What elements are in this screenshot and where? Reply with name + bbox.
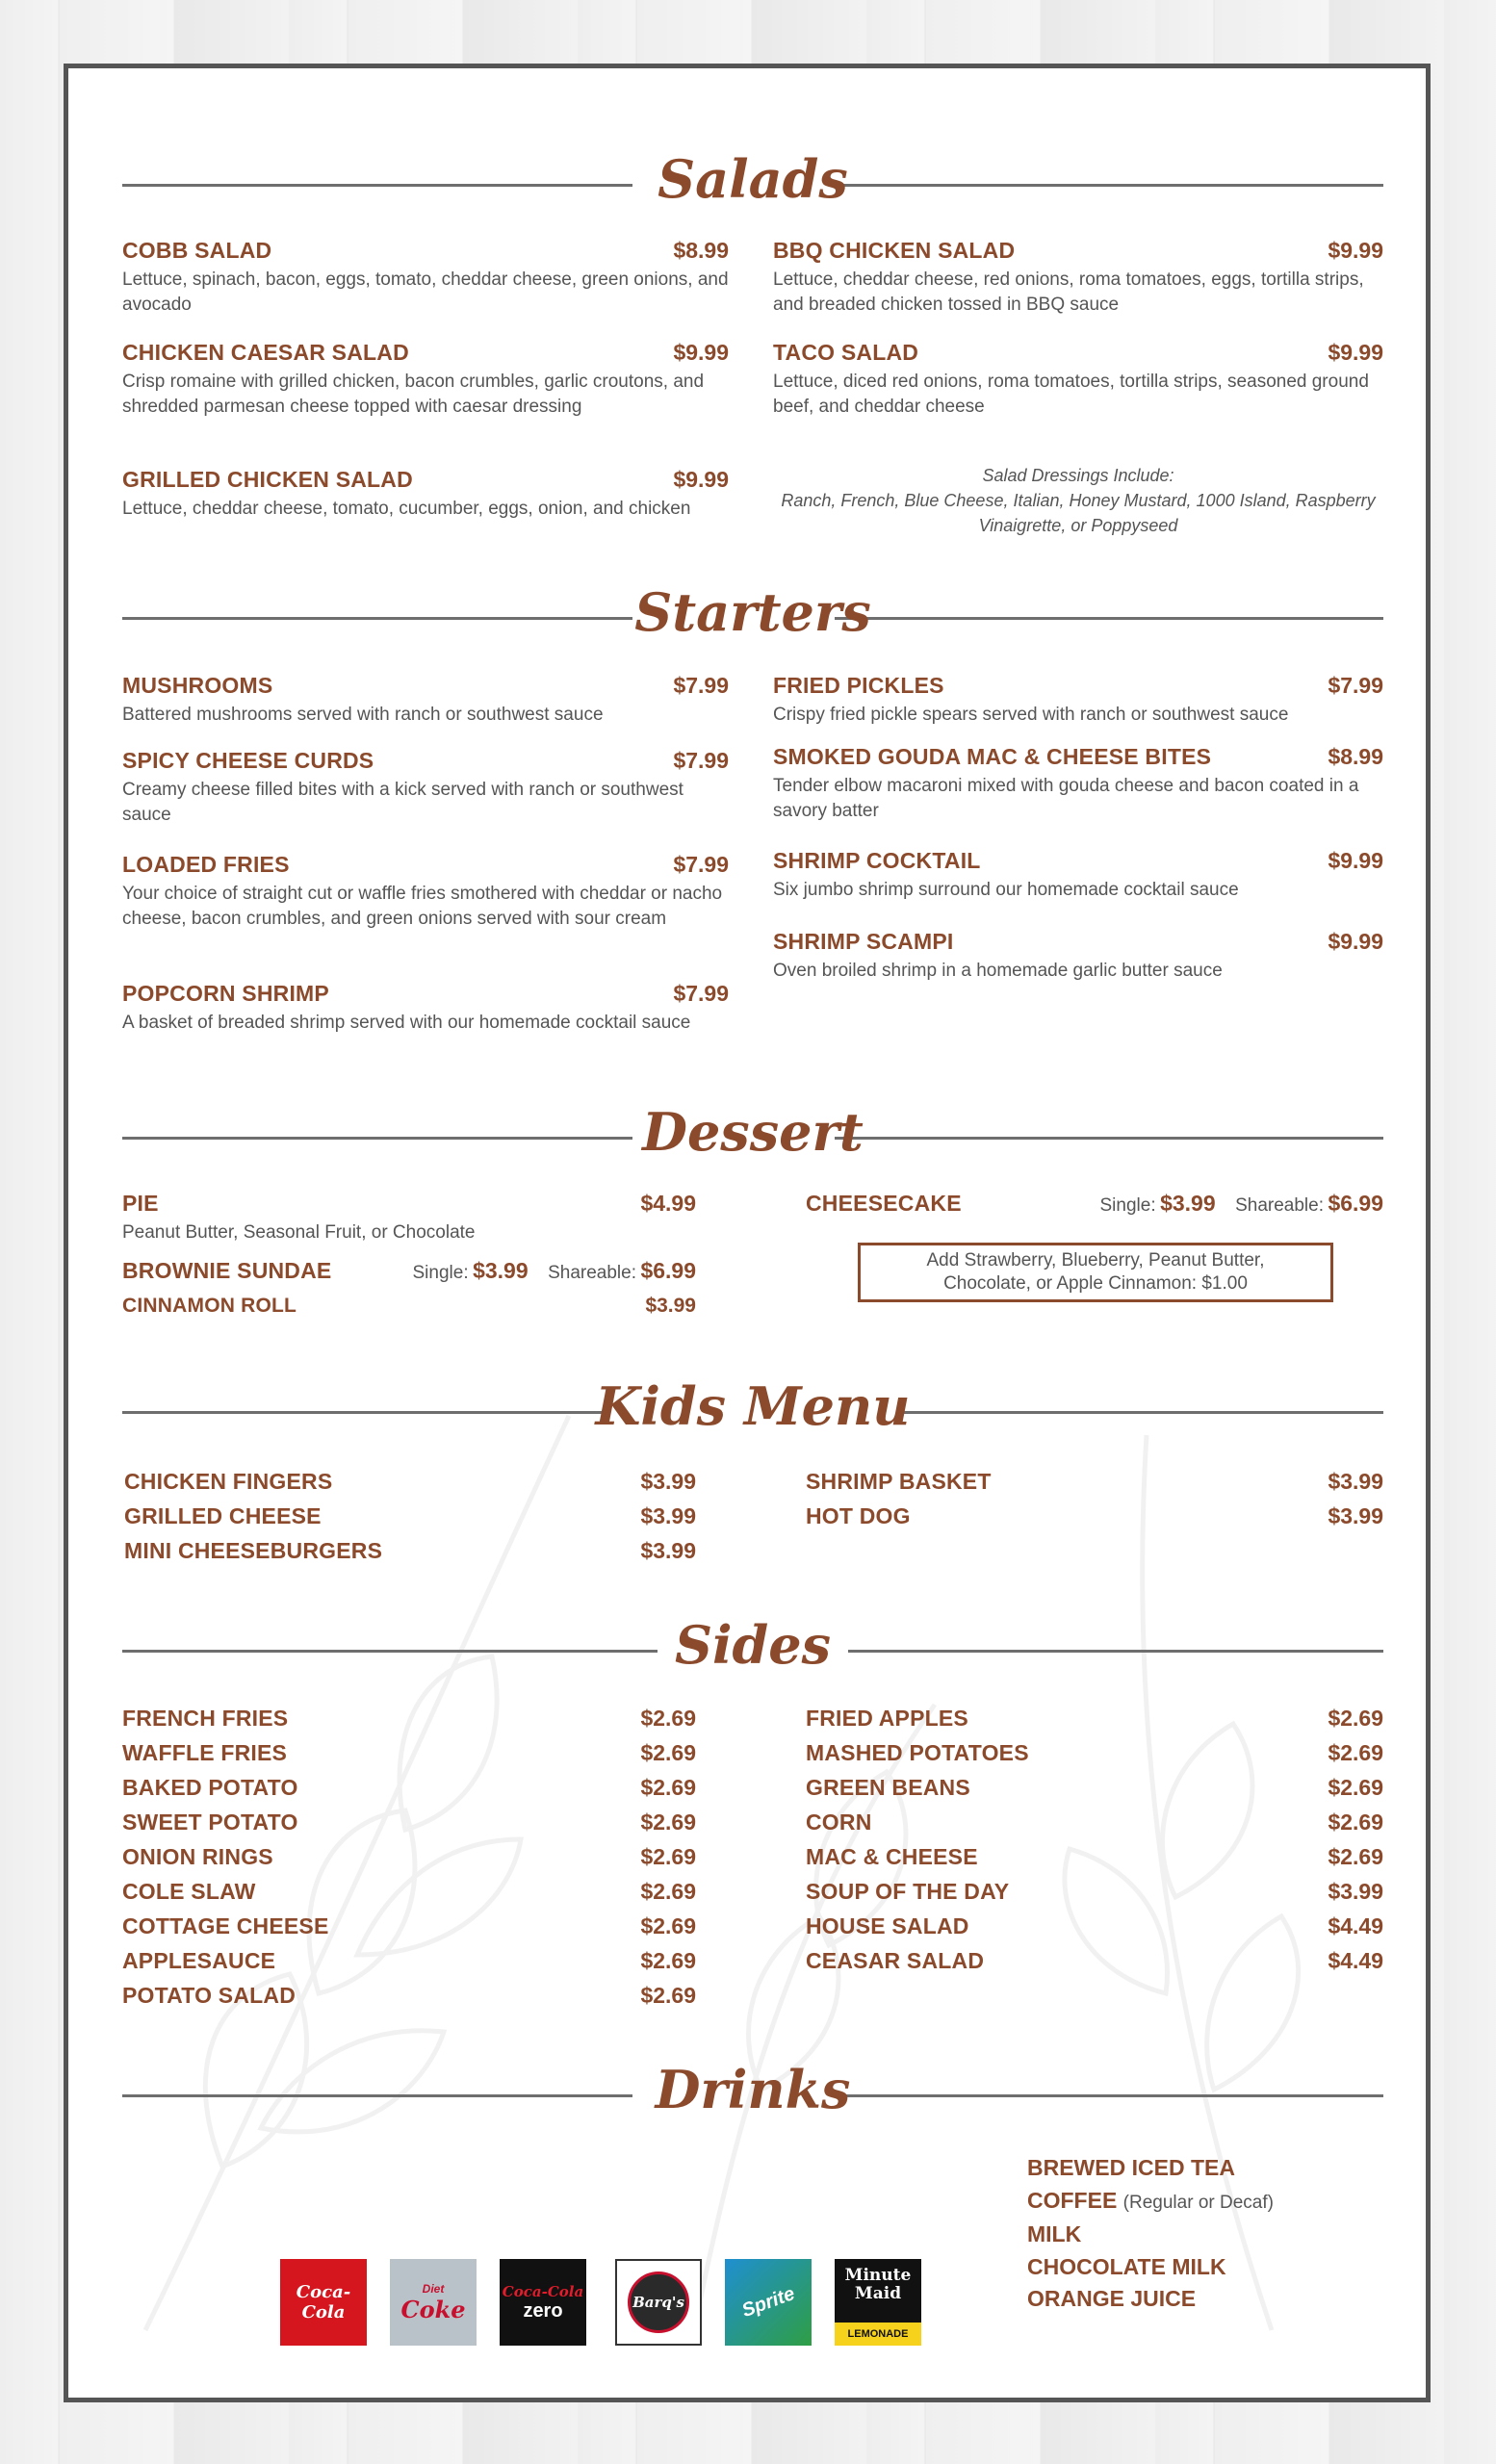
menu-item-cobb-salad: [122, 238, 729, 318]
item-name: MASHED POTATOES: [806, 1740, 1029, 1765]
sides-header: [122, 1611, 1383, 1688]
item-name: HOT DOG: [806, 1503, 911, 1528]
item-description: Peanut Butter, Seasonal Fruit, or Chocolate: [122, 1222, 476, 1243]
item-name: TACO SALAD: [773, 340, 919, 365]
item-price: $9.99: [673, 467, 729, 492]
kids-item-shrimp-basket: [806, 1469, 1383, 1495]
item-name: POPCORN SHRIMP: [122, 981, 329, 1006]
item-name: FRIED APPLES: [806, 1706, 968, 1731]
shareable-price: $6.99: [640, 1258, 696, 1283]
item-price: $7.99: [1328, 673, 1383, 698]
item-description: Your choice of straight cut or waffle fries smothered with cheddar or nacho cheese, bacon crumbles, and green onions served with sour cream: [122, 884, 723, 929]
dessert-title: Dessert: [642, 1101, 864, 1163]
item-name: FRIED PICKLES: [773, 673, 944, 698]
menu-item-bbq-chicken-salad: [773, 238, 1383, 318]
drink-milk: MILK: [1027, 2221, 1082, 2246]
side-item: [122, 1913, 696, 1939]
kids-item-mini-cheeseburgers: [124, 1538, 696, 1564]
item-name: SHRIMP BASKET: [806, 1469, 992, 1494]
item-price: $9.99: [1328, 848, 1383, 873]
side-item: [806, 1844, 1383, 1870]
menu-item-smoked-gouda-bites: [773, 744, 1383, 824]
item-price: $2.69: [1328, 1775, 1383, 1800]
item-name: BBQ CHICKEN SALAD: [773, 238, 1016, 263]
item-name: ONION RINGS: [122, 1844, 273, 1869]
item-name: COBB SALAD: [122, 238, 272, 263]
side-item: [806, 1913, 1383, 1939]
item-description: Lettuce, diced red onions, roma tomatoes, tortilla strips, seasoned ground beef, and cheddar cheese: [773, 372, 1369, 417]
coffee-note: (Regular or Decaf): [1122, 2192, 1274, 2213]
side-item: [806, 1740, 1383, 1766]
drinks-section: [122, 2056, 1383, 2340]
item-price: $9.99: [1328, 238, 1383, 263]
menu-item-cinnamon-roll: [122, 1295, 696, 1318]
item-name: WAFFLE FRIES: [122, 1740, 288, 1765]
item-price: $8.99: [1328, 744, 1383, 769]
menu-item-shrimp-scampi: [773, 929, 1383, 984]
side-item: [122, 1948, 696, 1974]
menu-item-fried-pickles: [773, 673, 1383, 728]
item-price: $2.69: [640, 1775, 696, 1800]
item-name: SWEET POTATO: [122, 1810, 298, 1835]
drinks-list: [1027, 2152, 1274, 2316]
item-name: COTTAGE CHEESE: [122, 1913, 329, 1938]
item-price: $9.99: [1328, 929, 1383, 954]
side-item: [122, 1740, 696, 1766]
item-name: APPLESAUCE: [122, 1948, 276, 1973]
item-name: SOUP OF THE DAY: [806, 1879, 1010, 1904]
item-name: CEASAR SALAD: [806, 1948, 985, 1973]
item-price: $7.99: [673, 673, 729, 698]
item-price: $3.99: [1328, 1503, 1383, 1528]
item-name: FRENCH FRIES: [122, 1706, 289, 1731]
side-item: [122, 1775, 696, 1801]
salads-header: [122, 145, 1383, 222]
drink-iced-tea: BREWED ICED TEA: [1027, 2155, 1235, 2180]
side-item: [806, 1706, 1383, 1732]
single-price: $3.99: [473, 1258, 529, 1283]
kids-item-hot-dog: [806, 1503, 1383, 1529]
shareable-label: Shareable:: [1235, 1195, 1324, 1216]
starters-header: [122, 578, 1383, 655]
item-price: $7.99: [673, 748, 729, 773]
item-price: $7.99: [673, 852, 729, 877]
starters-title: Starters: [634, 581, 871, 643]
item-name: BROWNIE SUNDAE: [122, 1258, 332, 1283]
shareable-label: Shareable:: [548, 1263, 636, 1283]
dessert-section: [122, 1098, 1383, 1317]
drink-chocolate-milk: CHOCOLATE MILK: [1027, 2253, 1226, 2279]
item-price: $2.69: [640, 1810, 696, 1835]
item-name: CHEESECAKE: [806, 1191, 962, 1216]
item-name: LOADED FRIES: [122, 852, 290, 877]
item-price: $3.99: [645, 1295, 696, 1317]
item-name: PIE: [122, 1191, 159, 1216]
item-name: MUSHROOMS: [122, 673, 273, 698]
side-item: [122, 1844, 696, 1870]
menu-item-shrimp-cocktail: [773, 848, 1383, 903]
side-item: [122, 1879, 696, 1905]
dessert-addon-box: [858, 1243, 1333, 1302]
item-description: A basket of breaded shrimp served with our homemade cocktail sauce: [122, 1013, 691, 1033]
item-price: $2.69: [640, 1879, 696, 1904]
item-description: Battered mushrooms served with ranch or southwest sauce: [122, 705, 604, 725]
dressings-title: Salad Dressings Include:: [982, 466, 1174, 485]
item-name: CINNAMON ROLL: [122, 1295, 297, 1317]
item-name: POTATO SALAD: [122, 1983, 297, 2008]
side-item: [122, 1983, 696, 2009]
item-price: $4.49: [1328, 1913, 1383, 1938]
item-price: $2.69: [640, 1706, 696, 1731]
single-price: $3.99: [1160, 1191, 1216, 1216]
addon-line-1: Add Strawberry, Blueberry, Peanut Butter,: [926, 1250, 1265, 1270]
menu-item-mushrooms: [122, 673, 729, 728]
item-price: $3.99: [1328, 1879, 1383, 1904]
side-item: [806, 1948, 1383, 1974]
salad-dressings-note: [773, 463, 1383, 538]
item-name: SHRIMP COCKTAIL: [773, 848, 981, 873]
item-name: CHICKEN CAESAR SALAD: [122, 340, 409, 365]
diet-coke-logo: Diet Coke: [390, 2259, 477, 2346]
item-price: $3.99: [640, 1469, 696, 1494]
coca-cola-logo: Coca-Cola: [280, 2259, 367, 2346]
barqs-logo: Barq's: [615, 2259, 702, 2346]
menu-panel: [64, 64, 1431, 2402]
sprite-logo: Sprite: [725, 2259, 812, 2346]
kids-menu-header: [122, 1373, 1383, 1450]
item-name: CHICKEN FINGERS: [124, 1469, 333, 1494]
item-description: Creamy cheese filled bites with a kick served with ranch or southwest sauce: [122, 780, 684, 825]
item-name: MINI CHEESEBURGERS: [124, 1538, 383, 1563]
dessert-header: [122, 1098, 1383, 1175]
coke-zero-logo: Coca-Cola zero: [500, 2259, 586, 2346]
sides-section: [122, 1611, 1383, 2008]
item-name: GREEN BEANS: [806, 1775, 970, 1800]
side-item: [806, 1879, 1383, 1905]
kids-menu-section: [122, 1373, 1383, 1563]
drinks-title: Drinks: [655, 2059, 851, 2120]
side-item: [806, 1810, 1383, 1835]
item-description: Six jumbo shrimp surround our homemade cocktail sauce: [773, 880, 1239, 900]
item-price: $8.99: [673, 238, 729, 263]
side-item: [122, 1810, 696, 1835]
menu-item-cheesecake: [806, 1191, 1383, 1217]
drinks-header: [122, 2056, 1383, 2133]
shareable-price: $6.99: [1328, 1191, 1383, 1216]
item-price: $2.69: [640, 1913, 696, 1938]
item-price: $2.69: [640, 1948, 696, 1973]
menu-item-loaded-fries: [122, 852, 729, 932]
item-description: Crisp romaine with grilled chicken, bacon crumbles, garlic croutons, and shredded parmesan cheese topped with caesar dressing: [122, 372, 705, 417]
salads-title: Salads: [658, 148, 848, 210]
item-name: CORN: [806, 1810, 872, 1835]
item-price: $3.99: [1328, 1469, 1383, 1494]
drink-orange-juice: ORANGE JUICE: [1027, 2286, 1197, 2311]
salads-section: [122, 145, 1383, 535]
item-name: COLE SLAW: [122, 1879, 256, 1904]
item-name: SMOKED GOUDA MAC & CHEESE BITES: [773, 744, 1212, 769]
item-price: $2.69: [640, 1983, 696, 2008]
item-name: HOUSE SALAD: [806, 1913, 969, 1938]
item-price: $2.69: [640, 1844, 696, 1869]
dressings-list: Ranch, French, Blue Cheese, Italian, Honey Mustard, 1000 Island, Raspberry Vinaigrette, or Poppyseed: [781, 491, 1376, 535]
drink-coffee: COFFEE (Regular or Decaf): [1027, 2187, 1274, 2213]
addon-line-2: Chocolate, or Apple Cinnamon: $1.00: [943, 1273, 1248, 1294]
starters-section: [122, 578, 1383, 1033]
menu-item-taco-salad: [773, 340, 1383, 420]
item-price: $9.99: [1328, 340, 1383, 365]
side-item: [806, 1775, 1383, 1801]
item-description: Crispy fried pickle spears served with ranch or southwest sauce: [773, 705, 1289, 725]
menu-item-brownie-sundae: [122, 1258, 696, 1284]
menu-item-popcorn-shrimp: [122, 981, 729, 1036]
single-label: Single:: [412, 1263, 469, 1283]
kids-item-grilled-cheese: [124, 1503, 696, 1529]
item-price: $3.99: [640, 1503, 696, 1528]
item-description: Oven broiled shrimp in a homemade garlic butter sauce: [773, 961, 1223, 981]
item-price: $4.49: [1328, 1948, 1383, 1973]
item-price: $2.69: [640, 1740, 696, 1765]
item-price: $4.99: [640, 1191, 696, 1216]
side-item: [122, 1706, 696, 1732]
item-price: $2.69: [1328, 1844, 1383, 1869]
item-description: Lettuce, spinach, bacon, eggs, tomato, cheddar cheese, green onions, and avocado: [122, 270, 729, 315]
item-name: BAKED POTATO: [122, 1775, 298, 1800]
item-name: GRILLED CHEESE: [124, 1503, 322, 1528]
item-description: Lettuce, cheddar cheese, red onions, roma tomatoes, eggs, tortilla strips, and breaded chicken tossed in BBQ sauce: [773, 270, 1364, 315]
menu-item-grilled-chicken-salad: [122, 467, 729, 522]
menu-item-spicy-cheese-curds: [122, 748, 729, 828]
item-price: $9.99: [673, 340, 729, 365]
item-price: $2.69: [1328, 1706, 1383, 1731]
item-name: GRILLED CHICKEN SALAD: [122, 467, 413, 492]
sides-title: Sides: [674, 1614, 832, 1676]
item-description: Lettuce, cheddar cheese, tomato, cucumber, eggs, onion, and chicken: [122, 499, 691, 519]
item-price: $3.99: [640, 1538, 696, 1563]
menu-item-chicken-caesar-salad: [122, 340, 729, 420]
kids-item-chicken-fingers: [124, 1469, 696, 1495]
item-name: MAC & CHEESE: [806, 1844, 978, 1869]
menu-item-pie: [122, 1191, 696, 1245]
item-name: SPICY CHEESE CURDS: [122, 748, 374, 773]
minute-maid-logo: Minute Maid LEMONADE: [835, 2259, 921, 2346]
item-price: $7.99: [673, 981, 729, 1006]
item-price: $2.69: [1328, 1810, 1383, 1835]
kids-menu-title: Kids Menu: [595, 1375, 911, 1437]
item-name: SHRIMP SCAMPI: [773, 929, 954, 954]
item-description: Tender elbow macaroni mixed with gouda cheese and bacon coated in a savory batter: [773, 776, 1359, 821]
single-label: Single:: [1099, 1195, 1156, 1216]
item-price: $2.69: [1328, 1740, 1383, 1765]
